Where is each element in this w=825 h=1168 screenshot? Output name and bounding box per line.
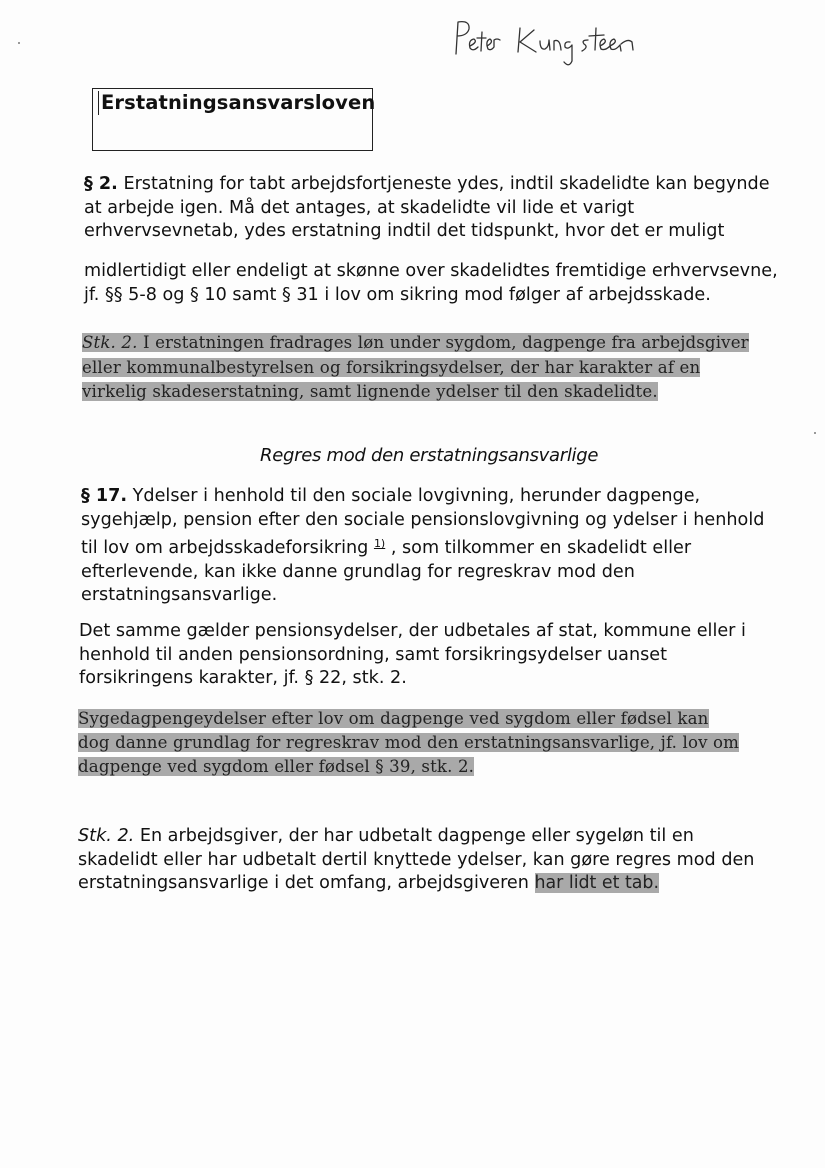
footnote-marker: 1): [373, 537, 386, 550]
stk-2-highlight-line-3: virkelig skadeserstatning, samt lignende ydelser til den skadelidte.: [82, 382, 658, 401]
stk-2-highlight-line-2: eller kommunalbestyrelsen og forsikringsydelser, der har karakter af en: [82, 357, 701, 377]
section-17-label: § 17.: [81, 486, 128, 506]
sygedagpenge-highlighted-paragraph: [78, 707, 739, 779]
section-2-paragraph-continued: [84, 260, 778, 307]
section-2-line-5: jf. §§ 5-8 og § 10 samt § 31 i lov om sikring mod følger af arbejdsskade.: [84, 284, 711, 305]
section-17-paragraph: [81, 485, 764, 608]
section-2-label: § 2.: [84, 174, 118, 194]
pension-line-1: Det samme gælder pensionsydelser, der udbetales af stat, kommune eller i: [79, 621, 746, 641]
sygedagpenge-highlight-line-2: dog danne grundlag for regreskrav mod den erstatningsansvarlige, jf. lov om: [78, 733, 740, 752]
pension-line-2: henhold til anden pensionsordning, samt forsikringsydelser uanset: [79, 644, 667, 665]
stk-2-employer-label: Stk. 2.: [78, 826, 135, 846]
section-2-line-3: erhvervsevnetab, ydes erstatning indtil det tidspunkt, hvor det er muligt: [84, 221, 725, 241]
stk-2-label: Stk. 2.: [82, 333, 138, 352]
document-title: Erstatningsansvarsloven: [98, 91, 375, 115]
stk-2-employer-line-1: Stk. 2. En arbejdsgiver, der har udbetalt dagpenge eller sygeløn til en: [78, 826, 694, 846]
sygedagpenge-highlight-line-3: dagpenge ved sygdom eller fødsel § 39, stk. 2.: [78, 757, 475, 776]
pension-line-3: forsikringens karakter, jf. § 22, stk. 2.: [79, 668, 407, 688]
tab-highlight: har lidt et tab.: [534, 873, 659, 893]
section-17-line-1: § 17. Ydelser i henhold til den sociale lovgivning, herunder dagpenge,: [81, 486, 701, 506]
scan-speck: [814, 432, 816, 434]
sygedagpenge-highlight-line-1: Sygedagpengeydelser efter lov om dagpenge ved sygdom eller fødsel kan: [78, 709, 709, 728]
section-2-line-2: at arbejde igen. Må det antages, at skadelidte vil lide et varigt: [84, 197, 635, 218]
section-2-line-1: § 2. Erstatning for tabt arbejdsfortjeneste ydes, indtil skadelidte kan begynde: [84, 174, 770, 194]
handwritten-signature: [448, 14, 668, 74]
section-17-line-4: efterlevende, kan ikke danne grundlag for regreskrav mod den: [81, 561, 635, 582]
stk-2-highlight-line-1: Stk. 2. I erstatningen fradrages løn under sygdom, dagpenge fra arbejdsgiver: [82, 333, 749, 352]
section-17-line-5: erstatningsansvarlige.: [81, 585, 278, 605]
stk-2-highlighted-paragraph: [82, 331, 749, 405]
section-heading-regres: Regres mod den erstatningsansvarlige: [260, 445, 599, 466]
section-17-line-3: til lov om arbejdsskadeforsikring $^{1)}$ , som tilkommer en skadelidt eller: [81, 537, 692, 558]
section-17-line-2: sygehjælp, pension efter den sociale pensionslovgivning og ydelser i henhold: [81, 509, 765, 530]
section-2-line-4: midlertidigt eller endeligt at skønne over skadelidtes fremtidige erhvervsevne,: [84, 261, 778, 281]
section-2-paragraph: [84, 173, 770, 244]
scan-speck: [18, 42, 20, 44]
pension-paragraph: [79, 620, 746, 691]
title-box: [92, 88, 376, 151]
stk-2-employer-line-3: erstatningsansvarlige i det omfang, arbejdsgiveren har lidt et tab.: [78, 873, 659, 893]
stk-2-employer-paragraph: [78, 825, 754, 896]
stk-2-employer-line-2: skadelidt eller har udbetalt dertil knyttede ydelser, kan gøre regres mod den: [78, 849, 755, 870]
